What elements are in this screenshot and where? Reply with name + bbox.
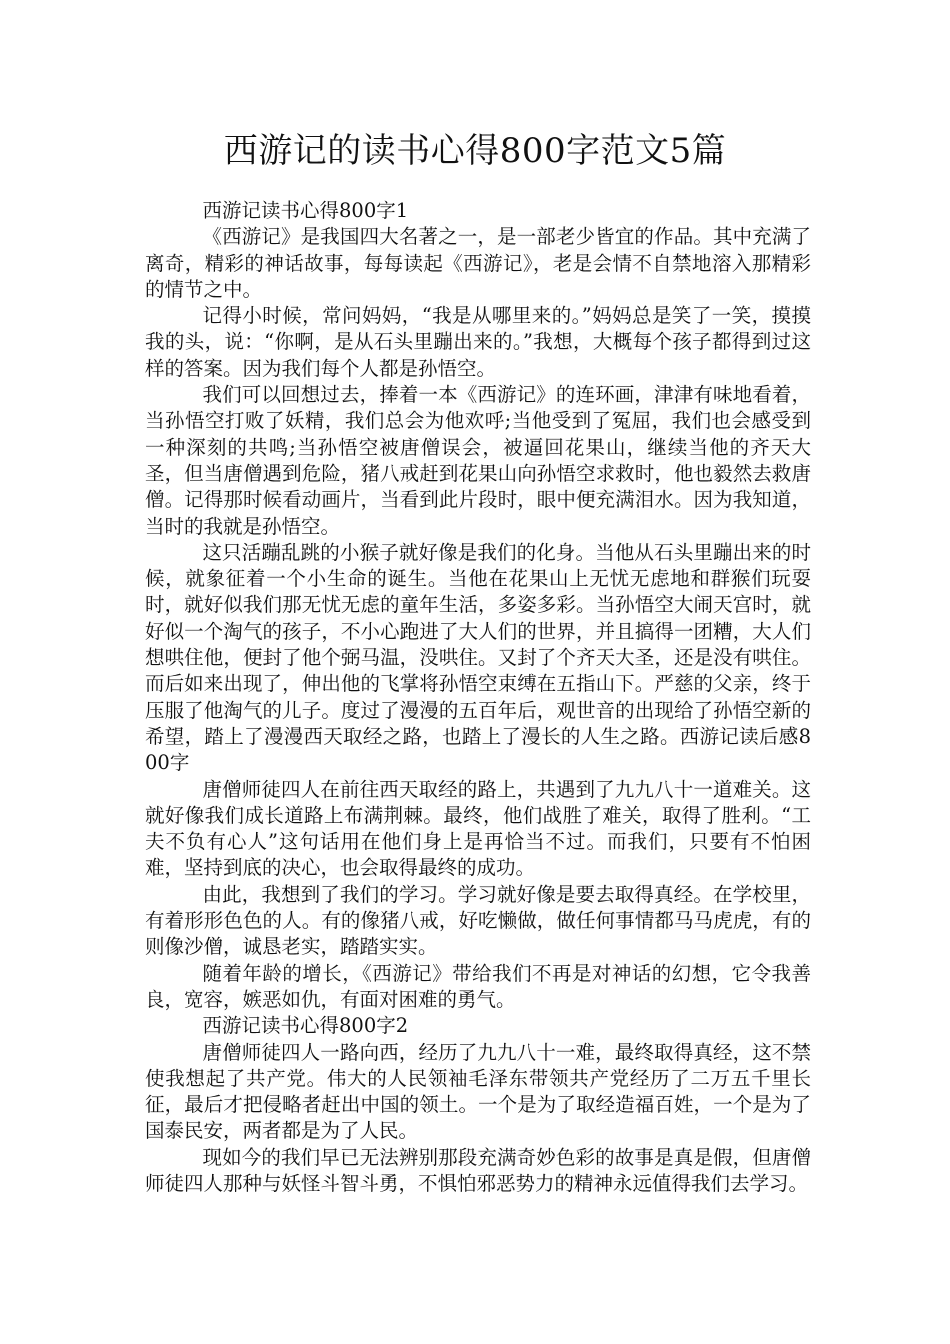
body-paragraph: 这只活蹦乱跳的小猴子就好像是我们的化身。当他从石头里蹦出来的时候，就象征着一个小生命的诞生。当他在花果山上无忧无虑地和群猴们玩耍时，就好似我们那无忧无虑的童年生活，多姿多彩。当孙悟空大闹天宫时，就好似一个淘气的孩子，不小心跑进了大人们的世界，并且搞得一团糟，大人们想哄住他，便封了他个弼马温，没哄住。又封了个齐天大圣，还是没有哄住。而后如来出现了，伸出他的飞掌将孙悟空束缚在五指山下。严慈的父亲，终于压服了他淘气的儿子。度过了漫漫的五百年后，观世音的出现给了孙悟空新的希望，踏上了漫漫西天取经之路，也踏上了漫长的人生之路。西游记读后感800字	[145, 540, 811, 775]
document-body	[145, 198, 811, 1197]
body-paragraph: 《西游记》是我国四大名著之一，是一部老少皆宜的作品。其中充满了离奇，精彩的神话故事，每每读起《西游记》，老是会情不自禁地溶入那精彩的情节之中。	[145, 225, 811, 301]
body-paragraph: 现如今的我们早已无法辨别那段充满奇妙色彩的故事是真是假，但唐僧师徒四人那种与妖怪斗智斗勇，不惧怕邪恶势力的精神永远值得我们去学习。	[145, 1145, 811, 1195]
body-paragraph: 由此，我想到了我们的学习。学习就好像是要去取得真经。在学校里，有着形形色色的人。有的像猪八戒，好吃懒做，做任何事情都马马虎虎，有的则像沙僧，诚恳老实，踏踏实实。	[145, 882, 811, 959]
body-paragraph: 随着年龄的增长，《西游记》带给我们不再是对神话的幻想，它令我善良，宽容，嫉恶如仇，有面对困难的勇气。	[145, 961, 811, 1011]
body-paragraph: 唐僧师徒四人一路向西，经历了九九八十一难，最终取得真经，这不禁使我想起了共产党。伟大的人民领袖毛泽东带领共产党经历了二万五千里长征，最后才把侵略者赶出中国的领土。一个是为了取经造福百姓，一个是为了国泰民安，两者都是为了人民。	[145, 1040, 811, 1143]
body-paragraph: 唐僧师徒四人在前往西天取经的路上，共遇到了九九八十一道难关。这就好像我们成长道路上布满荆棘。最终，他们战胜了难关，取得了胜利。“工夫不负有心人”这句话用在他们身上是再恰当不过。而我们，只要有不怕困难，坚持到底的决心，也会取得最终的成功。	[145, 777, 811, 880]
section-heading: 西游记读书心得800字1	[202, 199, 409, 222]
body-paragraph: 记得小时候，常问妈妈，“我是从哪里来的。”妈妈总是笑了一笑，摸摸我的头，说：“你啊，是从石头里蹦出来的。”我想，大概每个孩子都得到过这样的答案。因为我们每个人都是孙悟空。	[145, 304, 811, 380]
document-title: 西游记的读书心得800字范文5篇	[223, 131, 727, 171]
section-heading: 西游记读书心得800字2	[202, 1014, 409, 1038]
body-paragraph: 我们可以回想过去，捧着一本《西游记》的连环画，津津有味地看着，当孙悟空打败了妖精，我们总会为他欢呼;当他受到了冤屈，我们也会感受到一种深刻的共鸣;当孙悟空被唐僧误会，被逼回花果山，继续当他的齐天大圣，但当唐僧遇到危险，猪八戒赶到花果山向孙悟空求救时，他也毅然去救唐僧。记得那时候看动画片，当看到此片段时，眼中便充满泪水。因为我知道，当时的我就是孙悟空。	[145, 383, 811, 538]
